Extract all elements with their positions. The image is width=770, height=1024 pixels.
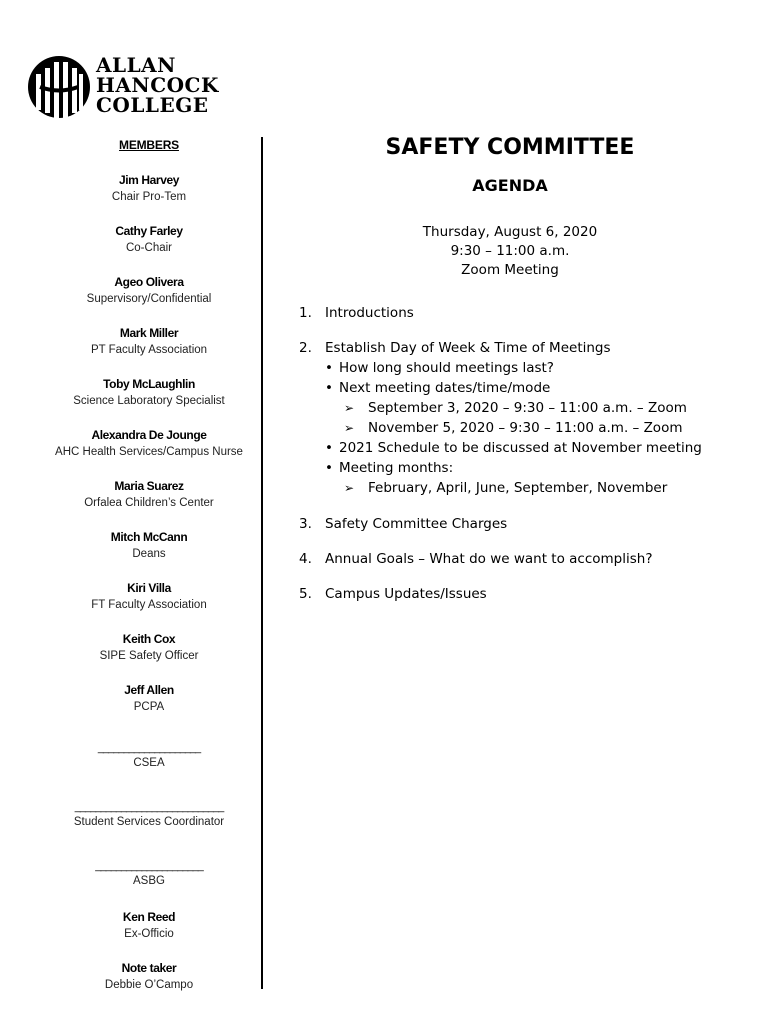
logo-line-3: COLLEGE — [96, 93, 209, 117]
member-entry — [36, 631, 262, 665]
agenda-item-number: 5. — [299, 586, 312, 602]
member-role: PT Faculty Association — [90, 344, 208, 356]
member-entry — [36, 376, 262, 410]
agenda-items — [299, 303, 702, 604]
agenda-item-text: Establish Day of Week & Time of Meetings — [325, 340, 611, 356]
committee-title: SAFETY COMMITTEE — [385, 135, 635, 160]
agenda-item-text: Campus Updates/Issues — [325, 586, 487, 602]
agenda-item — [299, 514, 702, 534]
members-column — [36, 138, 262, 1011]
member-entry — [36, 909, 262, 943]
agenda-item-text: Safety Committee Charges — [325, 516, 508, 532]
agenda-item — [299, 584, 702, 604]
member-role: Debbie O’Campo — [104, 979, 194, 991]
member-entry — [36, 427, 262, 461]
member-role: Chair Pro-Tem — [111, 191, 187, 203]
member-name: Alexandra De Jounge — [91, 428, 207, 442]
member-name: Toby McLaughlin — [103, 377, 195, 391]
member-name: Jim Harvey — [118, 173, 180, 187]
meeting-location: Zoom Meeting — [461, 262, 559, 278]
member-entry — [36, 172, 262, 206]
agenda-item-text: Introductions — [325, 305, 414, 321]
meeting-info — [272, 223, 748, 280]
member-name: Keith Cox — [122, 632, 176, 646]
bullet-item: • 2021 Schedule to be discussed at November meeting — [322, 438, 702, 458]
member-role: Ex-Officio — [124, 928, 174, 940]
member-role: SIPE Safety Officer — [99, 650, 199, 662]
vacant-name-line: ____________________ — [97, 742, 201, 754]
logo-line-1: ALLAN — [96, 53, 176, 77]
member-role: Student Services Coordinator — [73, 816, 225, 828]
member-name: Ken Reed — [122, 910, 176, 924]
agenda-bullets — [322, 358, 702, 498]
bullet-item: • Meeting months: — [322, 458, 702, 478]
sub-bullets — [344, 398, 702, 438]
sub-bullet-item: ➢ November 5, 2020 – 9:30 – 11:00 a.m. – Zoom — [344, 418, 702, 438]
member-entry — [36, 223, 262, 257]
members-heading: MEMBERS — [119, 138, 179, 152]
member-entry — [36, 325, 262, 359]
sub-bullet-item: ➢ September 3, 2020 – 9:30 – 11:00 a.m. – Zoom — [344, 398, 702, 418]
member-role: Co-Chair — [125, 242, 172, 254]
agenda-item — [299, 549, 702, 569]
member-name: Cathy Farley — [115, 224, 183, 238]
agenda-item-number: 3. — [299, 516, 312, 532]
vacant-name-line: _____________________ — [95, 860, 203, 872]
college-emblem-icon — [26, 54, 94, 120]
agenda-heading: AGENDA — [472, 176, 548, 195]
member-role: FT Faculty Association — [91, 599, 207, 611]
member-role: Deans — [132, 548, 166, 560]
member-name: Maria Suarez — [114, 479, 184, 493]
member-name: Note taker — [121, 961, 177, 975]
member-entry — [36, 960, 262, 994]
member-role: Orfalea Children’s Center — [84, 497, 214, 509]
member-name: Kiri Villa — [127, 581, 171, 595]
agenda-item-number: 2. — [299, 340, 312, 356]
member-entry — [36, 274, 262, 308]
member-role: ASBG — [133, 875, 165, 887]
vacant-name-line: _____________________________ — [74, 801, 224, 813]
member-name: Mark Miller — [119, 326, 179, 340]
member-entry-vacant — [36, 800, 262, 831]
member-role: PCPA — [133, 701, 165, 713]
member-entry — [36, 478, 262, 512]
column-divider — [261, 137, 263, 989]
member-entry — [36, 529, 262, 563]
meeting-time: 9:30 – 11:00 a.m. — [450, 243, 570, 259]
member-name: Jeff Allen — [124, 683, 174, 697]
bullet-item: • How long should meetings last? — [322, 358, 702, 378]
agenda-item — [299, 338, 702, 358]
member-role: CSEA — [133, 757, 165, 769]
agenda-item-number: 1. — [299, 305, 312, 321]
agenda-item-text: Annual Goals – What do we want to accomplish? — [325, 551, 653, 567]
sub-bullets — [344, 478, 702, 498]
member-entry — [36, 682, 262, 716]
agenda-item-number: 4. — [299, 551, 312, 567]
member-role: Science Laboratory Specialist — [73, 395, 225, 407]
member-name: Ageo Olivera — [114, 275, 184, 289]
member-entry-vacant — [36, 741, 262, 772]
member-entry-vacant — [36, 859, 262, 890]
agenda-item — [299, 303, 702, 323]
member-role: AHC Health Services/Campus Nurse — [55, 446, 243, 458]
bullet-item: • Next meeting dates/time/mode — [322, 378, 702, 398]
member-role: Supervisory/Confidential — [86, 293, 212, 305]
logo-line-2: HANCOCK — [96, 73, 219, 97]
sub-bullet-item: ➢ February, April, June, September, November — [344, 478, 702, 498]
member-name: Mitch McCann — [110, 530, 188, 544]
meeting-date: Thursday, August 6, 2020 — [422, 224, 598, 240]
college-name — [96, 55, 219, 115]
member-entry — [36, 580, 262, 614]
